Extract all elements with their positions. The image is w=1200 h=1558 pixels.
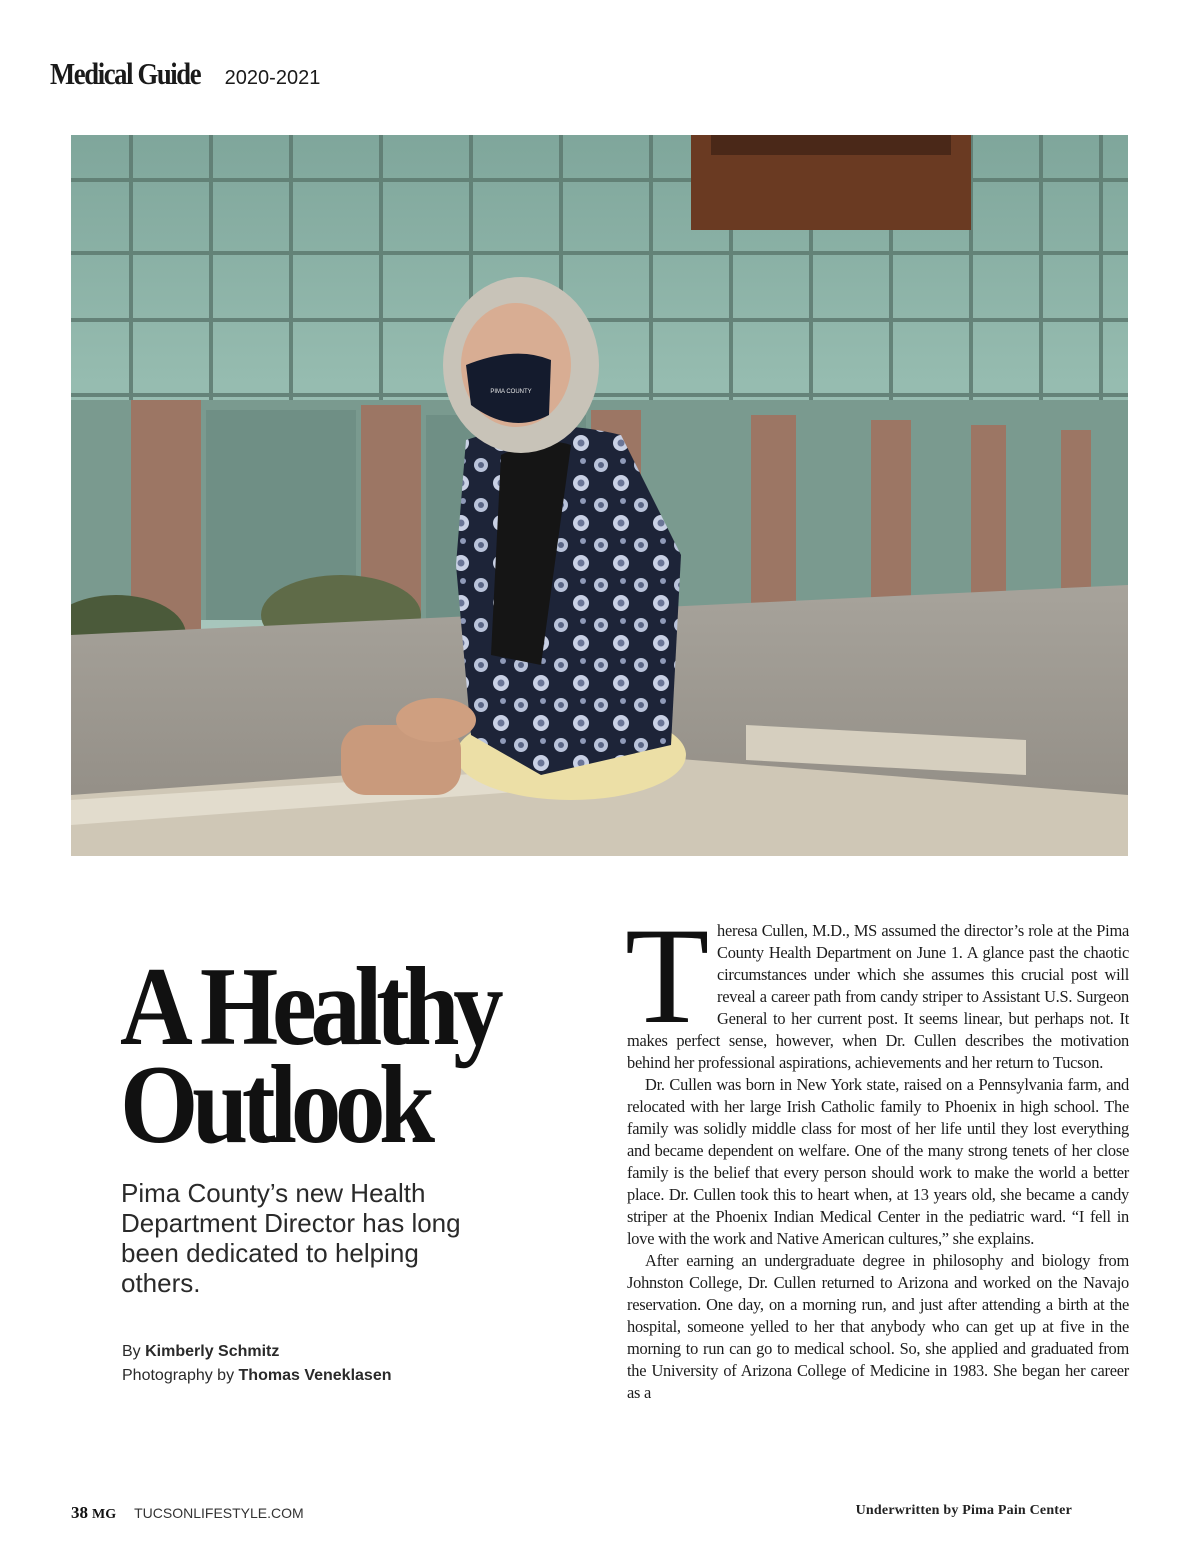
page-number: 38 [71, 1503, 88, 1522]
drop-cap: T [625, 899, 710, 1052]
byline-prefix: By [122, 1343, 141, 1360]
headline-line-1: A Healthy [120, 945, 498, 1069]
article-paragraph-3: After earning an undergraduate degree in philosophy and biology from Johnston College, Dr. Cullen returned to Arizona and worked on the Navajo reservation. One day, on a morning run, and just after attending a birth at the hospital, someone yelled to her that anybody who can get up at five in the morning to run can go to medical school. So, she applied and graduated from the University of Arizona College of Medicine in 1983. She began her career as a [627, 1251, 1129, 1402]
article-paragraph-2: Dr. Cullen was born in New York state, raised on a Pennsylvania farm, and relocated with her large Irish Catholic family to Phoenix in high school. The family was solidly middle class for most of her life until they lost everything and became dependent on welfare. One of the many strong tenets of her close family is the belief that every person should work to make the world a better place. Dr. Cullen took this to heart when, at 13 years old, she became a candy striper at the Phoenix Indian Medical Center in the pediatric ward. “I fell in love with the work and Native American cultures,” she explains. [627, 1075, 1129, 1248]
byline [122, 1340, 392, 1364]
mask-logo-text: PIMA COUNTY [490, 389, 532, 395]
website-link[interactable]: TUCSONLIFESTYLE.COM [134, 1505, 304, 1521]
photographer-name: Thomas Veneklasen [238, 1367, 392, 1384]
page-footer-left [71, 1503, 304, 1523]
feature-photo [71, 135, 1128, 856]
page-header [50, 56, 320, 92]
headline-line-2: Outlook [120, 1043, 429, 1167]
article-paragraph-1 [625, 899, 1129, 1074]
author-name: Kimberly Schmitz [145, 1343, 280, 1360]
paragraph-1-text: heresa Cullen, M.D., MS assumed the director’s role at the Pima County Health Department on June 1. A glance past the chaotic circumstances under which she assumes this crucial post will reveal a career path from candy striper to Assistant U.S. Surgeon General to her current post. It seems linear, but perhaps not. It makes perfect sense, however, when Dr. Cullen describes the motivation behind her professional aspirations, achievements and her return to Tucson. [627, 921, 1129, 1072]
article-body [625, 899, 1129, 1404]
article-dek: Pima County’s new Health Department Director has long been dedicated to helping others. [121, 1178, 461, 1298]
article-headline [120, 945, 543, 1167]
edition-year: 2020-2021 [224, 67, 321, 89]
section-title: Medical Guide [50, 56, 201, 91]
article-credits [122, 1340, 392, 1388]
sponsor-credit: Underwritten by Pima Pain Center [855, 1503, 1072, 1518]
photo-credit-prefix: Photography by [122, 1367, 235, 1384]
magazine-abbreviation: MG [92, 1507, 117, 1522]
photo-credit [122, 1364, 392, 1388]
